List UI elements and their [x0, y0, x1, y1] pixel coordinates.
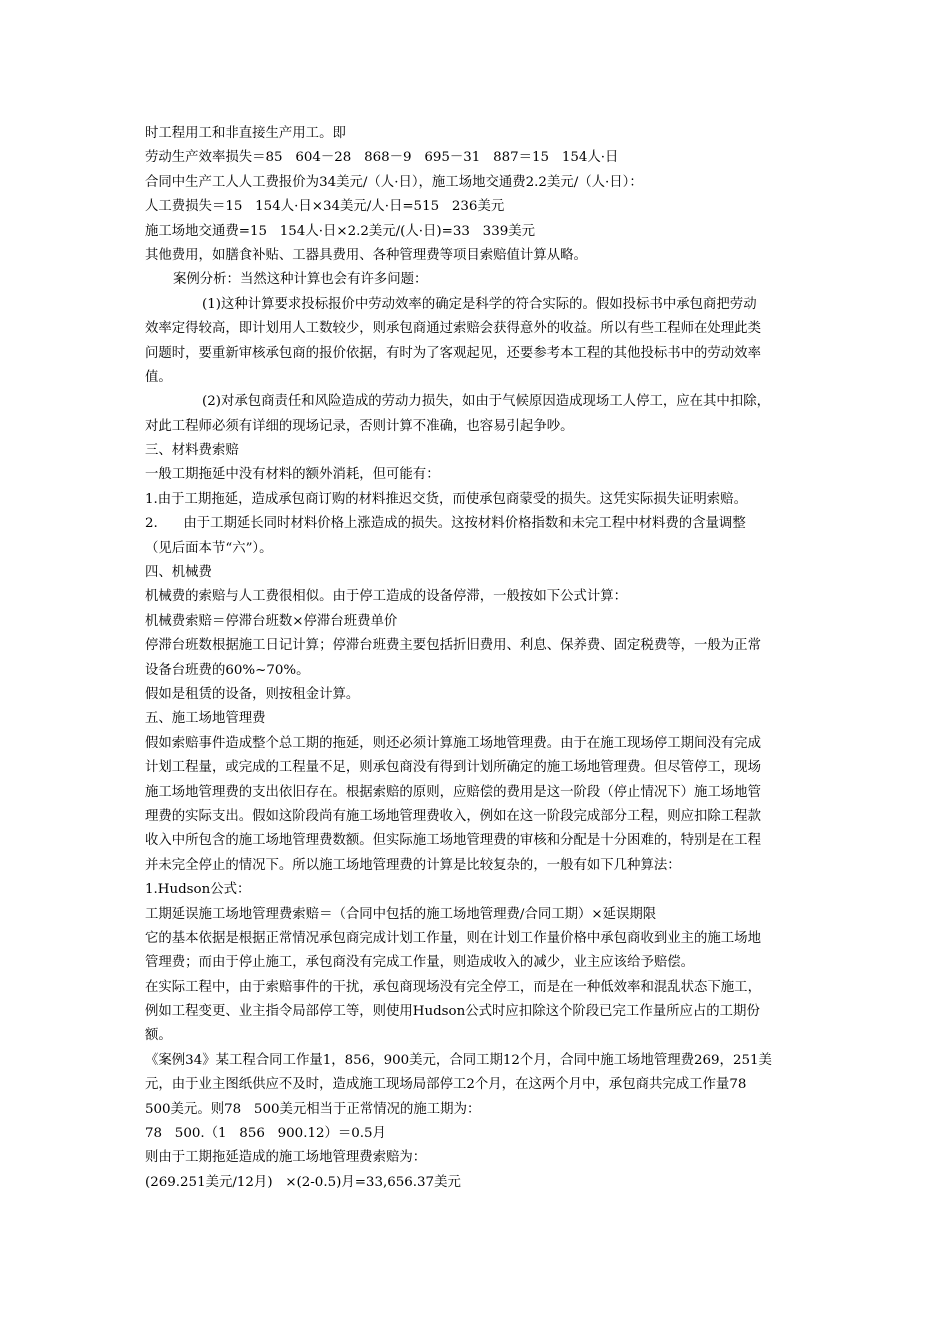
text-line: (2)对承包商责任和风险造成的劳动力损失，如由于气候原因造成现场工人停工，应在其中扣除， [202, 394, 770, 410]
text-line: 问题时，要重新审核承包商的报价依据，有时为了客观起见，还要参考本工程的其他投标书中的劳动效率 [145, 345, 761, 361]
text-line: 元，由于业主图纸供应不及时，造成施工现场局部停工2个月，在这两个月中，承包商共完成工作量78 [145, 1077, 747, 1093]
text-line: 假如是租赁的设备，则按租金计算。 [145, 686, 360, 702]
document-page [145, 122, 815, 1195]
text-line: 一般工期拖延中没有材料的额外消耗，但可能有： [145, 467, 440, 483]
text-line: 计划工程量，或完成的工程量不足，则承包商没有得到计划所确定的施工场地管理费。但尽管停工，现场 [145, 760, 761, 776]
text-line: 例如工程变更、业主指令局部停工等，则使用Hudson公式时应扣除这个阶段已完工作量所应占的工期份 [145, 1004, 760, 1020]
text-line: 理费的实际支出。假如这阶段尚有施工场地管理费收入，例如在这一阶段完成部分工程，则应扣除工程款 [145, 808, 761, 824]
text-line: 在实际工程中，由于索赔事件的干扰，承包商现场没有完全停工，而是在一种低效率和混乱状态下施工， [145, 979, 761, 995]
text-line: 施工场地交通费=15 154人·日×2.2美元/(人·日)=33 339美元 [145, 223, 536, 239]
text-line: 机械费的索赔与人工费很相似。由于停工造成的设备停滞，一般按如下公式计算： [145, 589, 628, 605]
text-line: 合同中生产工人人工费报价为34美元/（人·日），施工场地交通费2.2美元/（人·日）： [145, 174, 643, 190]
text-line: 时工程用工和非直接生产用工。即 [145, 126, 346, 141]
text-line: 收入中所包含的施工场地管理费数额。但实际施工场地管理费的审核和分配是十分困难的，特别是在工程 [145, 833, 761, 849]
text-line: 它的基本依据是根据正常情况承包商完成计划工作量，则在计划工作量价格中承包商收到业主的施工场地 [145, 930, 761, 946]
text-line: 额。 [145, 1028, 172, 1044]
text-line: 《案例34》某工程合同工作量1，856，900美元，合同工期12个月，合同中施工场地管理费269，251美 [145, 1052, 772, 1068]
text-line: （见后面本节“六”）。 [145, 540, 273, 556]
text-line: 则由于工期拖延造成的施工场地管理费索赔为： [145, 1150, 427, 1166]
text-line: 停滞台班数根据施工日记计算；停滞台班费主要包括折旧费用、利息、保养费、固定税费等，一般为正常 [145, 638, 761, 654]
text-line: 假如索赔事件造成整个总工期的拖延，则还必须计算施工场地管理费。由于在施工现场停工期间没有完成 [145, 735, 761, 751]
text-line: 值。 [145, 369, 172, 385]
text-line: 案例分析：当然这种计算也会有许多问题： [173, 272, 428, 288]
text-line: 管理费；而由于停止施工，承包商没有完成工作量，则造成收入的减少，业主应该给予赔偿。 [145, 955, 695, 971]
text-line: 劳动生产效率损失＝85 604－28 868－9 695－31 887＝15 154人·日 [145, 150, 619, 166]
text-line: 效率定得较高，即计划用人工数较少，则承包商通过索赔会获得意外的收益。所以有些工程师在处理此类 [145, 321, 761, 337]
text-line: 设备台班费的60%~70%。 [145, 662, 310, 678]
text-line: 施工场地管理费的支出依旧存在。根据索赔的原则，应赔偿的费用是这一阶段（停止情况下）施工场地管 [145, 784, 761, 800]
text-line: 人工费损失＝15 154人·日×34美元/人·日=515 236美元 [145, 199, 505, 215]
text-line: 机械费索赔＝停滞台班数×停滞台班费单价 [145, 613, 398, 629]
text-line: (269.251美元/12月) ×(2-0.5)月=33,656.37美元 [145, 1174, 461, 1190]
text-line: (1)这种计算要求投标报价中劳动效率的确定是科学的符合实际的。假如投标书中承包商把劳动 [202, 296, 757, 312]
text-line: 三、材料费索赔 [145, 443, 239, 459]
text-line: 1.Hudson公式： [145, 882, 251, 898]
text-line: 其他费用，如膳食补贴、工器具费用、各种管理费等项目索赔值计算从略。 [145, 247, 587, 263]
text-line: 对此工程师必须有详细的现场记录，否则计算不准确，也容易引起争吵。 [145, 418, 574, 434]
text-line: 并未完全停止的情况下。所以施工场地管理费的计算是比较复杂的，一般有如下几种算法： [145, 857, 681, 873]
text-line: 1.由于工期拖延，造成承包商订购的材料推迟交货，而使承包商蒙受的损失。这凭实际损失证明索赔。 [145, 491, 747, 507]
text-line: 四、机械费 [145, 565, 212, 581]
text-line: 五、施工场地管理费 [145, 711, 266, 727]
text-line: 2. 由于工期延长同时材料价格上涨造成的损失。这按材料价格指数和未完工程中材料费的含量调整 [145, 516, 746, 532]
text-line: 工期延误施工场地管理费索赔＝（合同中包括的施工场地管理费/合同工期）×延误期限 [145, 906, 657, 922]
text-line: 78 500.（1 856 900.12）＝0.5月 [145, 1126, 386, 1142]
text-line: 500美元。则78 500美元相当于正常情况的施工期为： [145, 1101, 481, 1117]
